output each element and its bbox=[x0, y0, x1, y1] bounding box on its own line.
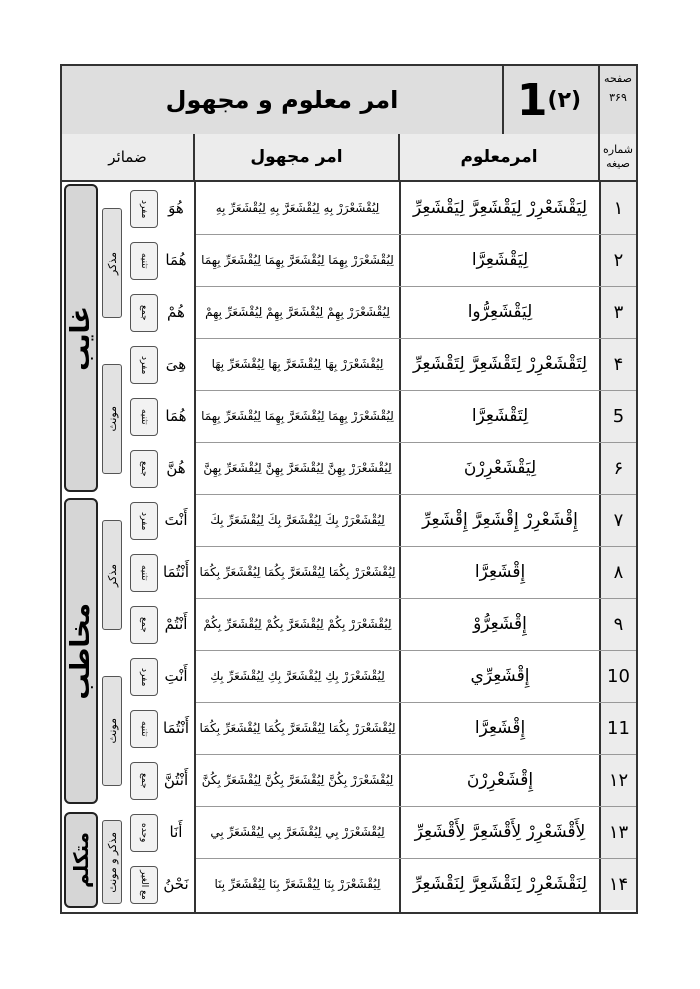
number-badge bbox=[130, 606, 158, 644]
number-badge bbox=[130, 866, 158, 904]
sigha-index: ۶ bbox=[601, 442, 636, 494]
badge-label: جمع bbox=[139, 773, 149, 789]
amr-maloom-cell: إِقْشَعِرُّوْ bbox=[473, 614, 527, 634]
amr-maloom-cell: لِأَقْشَعْرِرْ لِأَقْشَعِرَّ لِأَقْشَعِرِّ bbox=[414, 822, 586, 842]
badge-label: جمع bbox=[139, 461, 149, 477]
sigha-index: ۷ bbox=[601, 494, 636, 546]
table-row bbox=[62, 234, 636, 286]
number-badge bbox=[130, 710, 158, 748]
pronoun: هِیَ bbox=[165, 355, 187, 373]
number-badge bbox=[130, 294, 158, 332]
page-number-cell bbox=[600, 66, 636, 134]
table-row bbox=[62, 702, 636, 754]
amr-maloom-cell: إِقْشَعِرَّا bbox=[474, 718, 526, 738]
row-divider bbox=[196, 546, 636, 547]
side-mutakallim-label: متکلم bbox=[69, 831, 93, 889]
amr-majhool-cell: لِيُقْشَعْرَرْ بِنَا لِيُقْشَعَرَّ بِنَا لِيُقْشَعَرِّ بِنَا bbox=[214, 877, 381, 891]
number-badge bbox=[130, 346, 158, 384]
amr-maloom-cell: لِيَقْشَعْرِرْنَ bbox=[463, 458, 537, 478]
pronoun: أَنْتُنَّ bbox=[163, 771, 189, 789]
pronoun: هُمَا bbox=[165, 251, 187, 269]
badge-label: تثنیه bbox=[139, 409, 149, 425]
badge-label: تثنیه bbox=[139, 253, 149, 269]
number-badge bbox=[130, 554, 158, 592]
table-row bbox=[62, 442, 636, 494]
table-row bbox=[62, 390, 636, 442]
amr-majhool-cell: لِيُقْشَعْرَرْ بِكُمْ لِيُقْشَعَرَّ بِكُمْ لِيُقْشَعَرِّ بِكُمْ bbox=[203, 617, 392, 631]
row-divider bbox=[196, 286, 636, 287]
sigha-line1: شماره bbox=[603, 143, 634, 156]
number-badge bbox=[130, 502, 158, 540]
table-row bbox=[62, 754, 636, 806]
sigha-index: ۸ bbox=[601, 546, 636, 598]
table-row bbox=[62, 806, 636, 858]
number-badge bbox=[130, 814, 158, 852]
sigha-index: ۱ bbox=[601, 182, 636, 234]
table-row bbox=[62, 286, 636, 338]
amr-maloom-cell: إِقْشَعِرِّي bbox=[470, 666, 530, 686]
amr-maloom-cell: لِتَقْشَعْرِرْ لِتَقْشَعِرَّ لِتَقْشَعِرِّ bbox=[413, 354, 587, 374]
conjugation-table bbox=[60, 64, 638, 914]
amr-majhool-cell: لِيُقْشَعْرَرْ بِهِمْ لِيُقْشَعَرَّ بِهِمْ لِيُقْشَعَرِّ بِهِمْ bbox=[205, 305, 390, 319]
badge-label: مفرد bbox=[139, 667, 149, 687]
pronoun: أَنْتَ bbox=[164, 511, 188, 529]
sigha-line2: صیغه bbox=[606, 157, 630, 170]
badge-label: تثنیه bbox=[139, 565, 149, 581]
page-number: ۳۶۹ bbox=[609, 91, 627, 104]
pronoun: أَنَا bbox=[169, 823, 183, 841]
gender-label: مذکر و مونث bbox=[105, 831, 119, 893]
table-row bbox=[62, 598, 636, 650]
amr-maloom-cell: إِقْشَعِرَّا bbox=[474, 562, 526, 582]
number-badge bbox=[130, 242, 158, 280]
number-badge bbox=[130, 450, 158, 488]
amr-majhool-cell: لِيُقْشَعْرَرْ بِهِنَّ لِيُقْشَعَرَّ بِهِنَّ لِيُقْشَعَرِّ بِهِنَّ bbox=[203, 461, 392, 475]
number-badge bbox=[130, 658, 158, 696]
amr-maloom-cell: لِيَقْشَعِرَّا bbox=[471, 250, 529, 270]
pronoun: هُوَ bbox=[168, 199, 184, 217]
number-badge bbox=[130, 762, 158, 800]
amr-majhool-cell: لِيُقْشَعْرَرْ بِهِمَا لِيُقْشَعَرَّ بِهِمَا لِيُقْشَعَرِّ بِهِمَا bbox=[201, 409, 394, 423]
gender-label: مونث bbox=[105, 406, 119, 432]
amr-majhool-cell: لِيُقْشَعْرَرْ بِكُمَا لِيُقْشَعَرَّ بِكُمَا لِيُقْشَعَرِّ بِكُمَا bbox=[199, 565, 396, 579]
header-sigha-number bbox=[600, 134, 636, 180]
column-headers bbox=[62, 134, 636, 182]
badge-label: وحده bbox=[139, 823, 149, 843]
amr-majhool-cell: لِيُقْشَعْرَرْ بِهِ لِيُقْشَعَرَّ بِهِ لِيُقْشَعَرِّ بِهِ bbox=[215, 201, 380, 215]
pronoun: هُنَّ bbox=[166, 459, 186, 477]
sigha-index: ۱۲ bbox=[601, 754, 636, 806]
badge-label: مع الغير bbox=[139, 870, 149, 900]
row-divider bbox=[196, 702, 636, 703]
gender-label: مذکر bbox=[105, 563, 119, 587]
row-divider bbox=[196, 390, 636, 391]
table-row bbox=[62, 494, 636, 546]
table-body bbox=[62, 180, 636, 912]
table-row bbox=[62, 182, 636, 234]
table-row bbox=[62, 338, 636, 390]
pronoun: هُمْ bbox=[167, 303, 185, 321]
amr-maloom-cell: لِيَقْشَعِرُّوا bbox=[467, 302, 533, 322]
table-row bbox=[62, 546, 636, 598]
amr-majhool-cell: لِيُقْشَعْرَرْ بِكُمَا لِيُقْشَعَرَّ بِكُمَا لِيُقْشَعَرِّ بِكُمَا bbox=[199, 721, 396, 735]
amr-majhool-cell: لِيُقْشَعْرَرْ بِكُنَّ لِيُقْشَعَرَّ بِكُنَّ لِيُقْشَعَرِّ بِكُنَّ bbox=[201, 773, 394, 787]
amr-maloom-cell: لِيَقْشَعْرِرْ لِيَقْشَعِرَّ لِيَقْشَعِرِّ bbox=[413, 198, 587, 218]
sigha-index: ۱۳ bbox=[601, 806, 636, 858]
row-divider bbox=[196, 598, 636, 599]
gender-label: مذکر bbox=[105, 251, 119, 275]
sigha-index: ۲ bbox=[601, 234, 636, 286]
row-divider bbox=[196, 234, 636, 235]
lesson-number bbox=[504, 66, 600, 134]
sigha-index: ۱۴ bbox=[601, 858, 636, 910]
row-divider bbox=[196, 858, 636, 859]
side-ghaib-label: غایب bbox=[66, 305, 96, 371]
row-divider bbox=[196, 754, 636, 755]
pronoun: أَنْتُمَا bbox=[162, 719, 190, 737]
row-divider bbox=[196, 338, 636, 339]
row-divider bbox=[196, 806, 636, 807]
amr-majhool-cell: لِيُقْشَعْرَرْ بِهَا لِيُقْشَعَرَّ بِهَا لِيُقْشَعَرِّ بِهَا bbox=[211, 357, 384, 371]
pronoun: نَحْنُ bbox=[163, 875, 189, 893]
table-row bbox=[62, 650, 636, 702]
sigha-index: 5 bbox=[601, 390, 636, 442]
number-badge bbox=[130, 398, 158, 436]
badge-label: مفرد bbox=[139, 355, 149, 375]
amr-majhool-cell: لِيُقْشَعْرَرْ بِي لِيُقْشَعَرَّ بِي لِيُقْشَعَرِّ بِي bbox=[210, 825, 385, 839]
row-divider bbox=[196, 494, 636, 495]
page-title: امر معلوم و مجهول bbox=[62, 66, 504, 134]
badge-label: جمع bbox=[139, 617, 149, 633]
sigha-index: 10 bbox=[601, 650, 636, 702]
badge-label: مفرد bbox=[139, 511, 149, 531]
pronoun: هُمَا bbox=[165, 407, 187, 425]
header-zamair: ضمائر bbox=[62, 134, 195, 180]
header-amr-maloom: امرمعلوم bbox=[400, 134, 600, 180]
sigha-index: ۳ bbox=[601, 286, 636, 338]
amr-majhool-cell: لِيُقْشَعْرَرْ بِكَ لِيُقْشَعَرَّ بِكَ لِيُقْشَعَرِّ بِكَ bbox=[210, 513, 385, 527]
page-label: صفحه bbox=[604, 72, 632, 85]
header-amr-majhool: امر مجهول bbox=[195, 134, 400, 180]
amr-majhool-cell: لِيُقْشَعْرَرْ بِهِمَا لِيُقْشَعَرَّ بِهِمَا لِيُقْشَعَرِّ بِهِمَا bbox=[201, 253, 394, 267]
sigha-index: ۹ bbox=[601, 598, 636, 650]
gender-label: مونث bbox=[105, 718, 119, 744]
sigha-index: 11 bbox=[601, 702, 636, 754]
sigha-index: ۴ bbox=[601, 338, 636, 390]
pronoun: أَنْتِ bbox=[164, 667, 188, 685]
table-row bbox=[62, 858, 636, 910]
lesson-number-main: 1 bbox=[516, 74, 548, 126]
amr-maloom-cell: لِتَقْشَعِرَّا bbox=[471, 406, 529, 426]
side-mukhatab-label: مخاطب bbox=[66, 602, 96, 700]
pronoun: أَنْتُمَا bbox=[162, 563, 190, 581]
amr-maloom-cell: لِنَقْشَعْرِرْ لِنَقْشَعِرَّ لِنَقْشَعِرِّ bbox=[413, 874, 587, 894]
badge-label: تثنیه bbox=[139, 721, 149, 737]
amr-maloom-cell: إِقْشَعْرِرْنَ bbox=[466, 770, 534, 790]
badge-label: جمع bbox=[139, 305, 149, 321]
amr-majhool-cell: لِيُقْشَعْرَرْ بِكِ لِيُقْشَعَرَّ بِكِ لِيُقْشَعَرِّ بِكِ bbox=[210, 669, 385, 683]
header-row bbox=[62, 66, 636, 136]
row-divider bbox=[196, 442, 636, 443]
lesson-number-sub: (۲) bbox=[547, 87, 582, 113]
amr-maloom-cell: إِقْشَعْرِرْ إِقْشَعِرَّ إِقْشَعِرِّ bbox=[422, 510, 578, 530]
row-divider bbox=[196, 650, 636, 651]
badge-label: مفرد bbox=[139, 199, 149, 219]
pronoun: أَنْتُمْ bbox=[164, 615, 188, 633]
number-badge bbox=[130, 190, 158, 228]
